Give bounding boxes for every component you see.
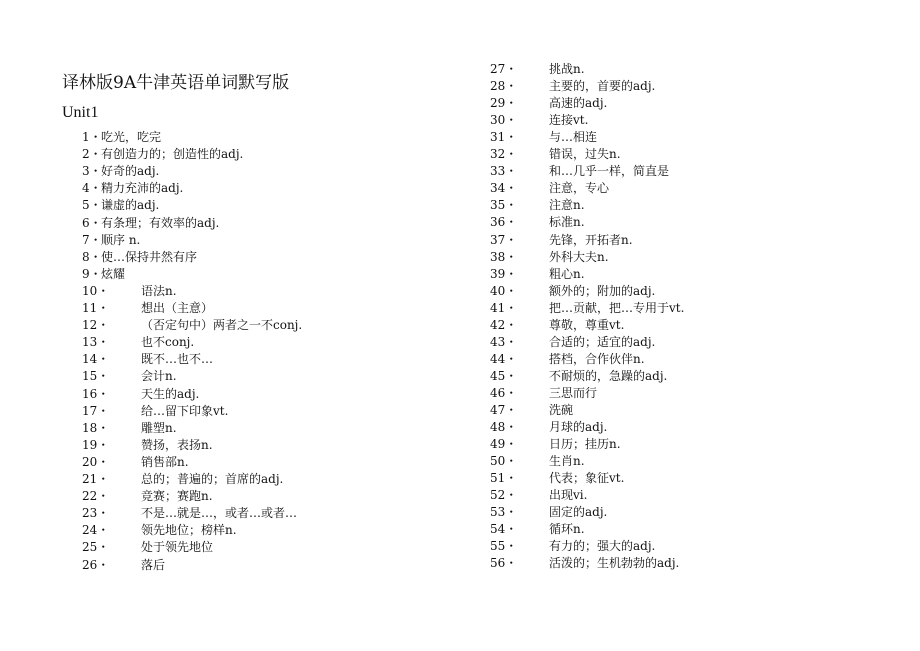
vocab-definition: 固定的adj. bbox=[549, 505, 608, 520]
vocab-number: 38・ bbox=[490, 249, 518, 264]
vocab-number: 52・ bbox=[490, 488, 518, 503]
vocab-number: 37・ bbox=[490, 232, 518, 247]
vocab-definition: 注意n. bbox=[549, 198, 585, 213]
vocab-definition: （否定句中）两者之一不conj. bbox=[141, 318, 303, 333]
vocab-number: 49・ bbox=[490, 437, 518, 452]
vocab-number: 5・ bbox=[82, 198, 102, 213]
vocab-number: 39・ bbox=[490, 266, 518, 281]
vocab-number: 11・ bbox=[82, 301, 110, 315]
vocab-number: 43・ bbox=[490, 334, 518, 349]
vocab-definition: 使…保持井然有序 bbox=[101, 249, 198, 264]
vocab-definition: 标准n. bbox=[549, 215, 585, 230]
vocab-definition: 搭档，合作伙伴n. bbox=[549, 351, 645, 366]
vocab-number: 56・ bbox=[490, 556, 518, 571]
vocab-definition: 先锋，开拓者n. bbox=[549, 232, 633, 247]
vocab-number: 42・ bbox=[490, 317, 518, 332]
vocab-definition: 粗心n. bbox=[549, 266, 585, 281]
vocab-definition: 不是…就是…，或者…或者… bbox=[141, 506, 298, 521]
vocab-definition: 额外的；附加的adj. bbox=[549, 283, 656, 298]
vocab-definition: 既不…也不… bbox=[141, 352, 214, 367]
vocab-definition: 日历；挂历n. bbox=[549, 437, 621, 452]
vocab-number: 15・ bbox=[82, 369, 110, 384]
vocab-number: 26・ bbox=[82, 557, 110, 572]
vocab-number: 55・ bbox=[490, 539, 518, 554]
vocab-definition: 有条理；有效率的adj. bbox=[101, 215, 220, 230]
vocab-number: 25・ bbox=[82, 540, 110, 555]
vocab-number: 4・ bbox=[82, 181, 102, 196]
vocab-number: 8・ bbox=[82, 249, 102, 264]
vocab-number: 14・ bbox=[82, 352, 110, 367]
vocab-number: 47・ bbox=[490, 403, 518, 417]
vocab-definition: 领先地位；榜样n. bbox=[141, 523, 237, 538]
vocab-definition: 落后 bbox=[141, 557, 166, 572]
vocab-number: 44・ bbox=[490, 351, 518, 366]
vocab-definition: 赞扬，表扬n. bbox=[141, 437, 213, 452]
vocab-number: 3・ bbox=[82, 164, 102, 179]
vocab-definition: 有创造力的；创造性的adj. bbox=[101, 147, 244, 162]
vocab-number: 20・ bbox=[82, 454, 110, 469]
vocab-definition: 和…几乎一样，简直是 bbox=[549, 164, 670, 179]
vocab-number: 23・ bbox=[82, 506, 110, 521]
vocab-number: 13・ bbox=[82, 335, 110, 350]
vocab-number: 21・ bbox=[82, 472, 110, 486]
vocab-definition: 竞赛；赛跑n. bbox=[141, 489, 213, 504]
vocab-number: 45・ bbox=[490, 368, 518, 383]
vocab-number: 12・ bbox=[82, 318, 110, 333]
vocab-definition: 月球的adj. bbox=[549, 420, 608, 435]
vocab-definition: 不耐烦的，急躁的adj. bbox=[549, 368, 668, 383]
vocab-number: 48・ bbox=[490, 420, 518, 435]
vocab-number: 17・ bbox=[82, 403, 110, 418]
vocab-number: 16・ bbox=[82, 386, 110, 401]
vocab-definition: 精力充沛的adj. bbox=[101, 181, 184, 196]
vocab-number: 33・ bbox=[490, 164, 518, 179]
vocab-definition: 代表；象征vt. bbox=[549, 471, 625, 486]
vocab-definition: 总的；普遍的；首席的adj. bbox=[141, 472, 284, 486]
vocab-number: 41・ bbox=[490, 300, 518, 315]
vocab-definition: 活泼的；生机勃勃的adj. bbox=[549, 556, 680, 571]
vocab-number: 40・ bbox=[490, 283, 518, 298]
vocab-number: 29・ bbox=[490, 96, 518, 111]
vocab-number: 19・ bbox=[82, 437, 110, 452]
vocab-number: 6・ bbox=[82, 215, 102, 230]
vocab-number: 32・ bbox=[490, 147, 518, 162]
vocab-number: 53・ bbox=[490, 505, 518, 520]
vocab-definition: 炫耀 bbox=[101, 266, 126, 281]
vocab-definition: 语法n. bbox=[141, 283, 177, 298]
vocab-definition: 给…留下印象vt. bbox=[141, 403, 229, 418]
vocab-definition: 吃光，吃完 bbox=[101, 130, 162, 144]
vocab-definition: 雕塑n. bbox=[141, 420, 177, 435]
vocab-definition: 把…贡献，把…专用于vt. bbox=[549, 300, 685, 315]
vocab-definition: 天生的adj. bbox=[141, 386, 200, 401]
vocab-definition: 出现vi. bbox=[549, 488, 588, 503]
vocab-number: 10・ bbox=[82, 283, 110, 298]
vocab-number: 50・ bbox=[490, 454, 518, 469]
vocab-definition: 谦虚的adj. bbox=[101, 198, 160, 213]
vocab-definition: 注意，专心 bbox=[549, 181, 610, 196]
vocab-number: 28・ bbox=[490, 79, 518, 94]
vocab-definition: 尊敬，尊重vt. bbox=[549, 317, 625, 332]
vocab-definition: 销售部n. bbox=[141, 454, 189, 469]
vocab-number: 34・ bbox=[490, 181, 518, 196]
vocab-definition: 顺序 n. bbox=[101, 232, 141, 247]
vocab-number: 2・ bbox=[82, 147, 102, 162]
vocab-definition: 有力的；强大的adj. bbox=[549, 539, 656, 554]
vocab-number: 54・ bbox=[490, 522, 518, 537]
vocab-number: 18・ bbox=[82, 420, 110, 435]
vocab-number: 35・ bbox=[490, 198, 518, 213]
vocab-definition: 连接vt. bbox=[549, 113, 589, 128]
vocab-definition: 高速的adj. bbox=[549, 96, 608, 111]
vocab-definition: 循环n. bbox=[549, 522, 585, 537]
vocab-number: 7・ bbox=[82, 232, 102, 247]
vocab-definition: 三思而行 bbox=[549, 385, 598, 400]
vocab-number: 51・ bbox=[490, 471, 518, 486]
vocab-definition: 主要的，首要的adj. bbox=[549, 79, 656, 94]
vocab-definition: 生肖n. bbox=[549, 454, 585, 469]
vocab-definition: 外科大夫n. bbox=[549, 249, 609, 264]
vocab-number: 31・ bbox=[490, 130, 518, 145]
vocab-number: 27・ bbox=[490, 62, 518, 76]
vocab-number: 46・ bbox=[490, 385, 518, 400]
vocab-definition: 与…相连 bbox=[549, 130, 598, 145]
vocab-definition: 错误，过失n. bbox=[549, 147, 621, 162]
vocab-definition: 好奇的adj. bbox=[101, 164, 160, 179]
vocab-definition: 想出（主意） bbox=[141, 301, 214, 315]
document-title: 译林版9A牛津英语单词默写版 bbox=[62, 73, 290, 93]
vocab-definition: 会计n. bbox=[141, 369, 177, 384]
vocab-number: 30・ bbox=[490, 113, 518, 128]
vocab-number: 9・ bbox=[82, 266, 102, 281]
vocab-definition: 洗碗 bbox=[549, 403, 574, 417]
vocab-number: 24・ bbox=[82, 523, 110, 538]
vocab-definition: 也不conj. bbox=[141, 335, 195, 350]
unit-heading: Unit1 bbox=[62, 104, 99, 121]
vocab-definition: 挑战n. bbox=[549, 62, 585, 76]
vocab-number: 36・ bbox=[490, 215, 518, 230]
vocab-definition: 处于领先地位 bbox=[141, 540, 214, 555]
vocab-definition: 合适的；适宜的adj. bbox=[549, 334, 656, 349]
vocab-number: 1・ bbox=[82, 130, 102, 144]
vocab-number: 22・ bbox=[82, 489, 110, 504]
